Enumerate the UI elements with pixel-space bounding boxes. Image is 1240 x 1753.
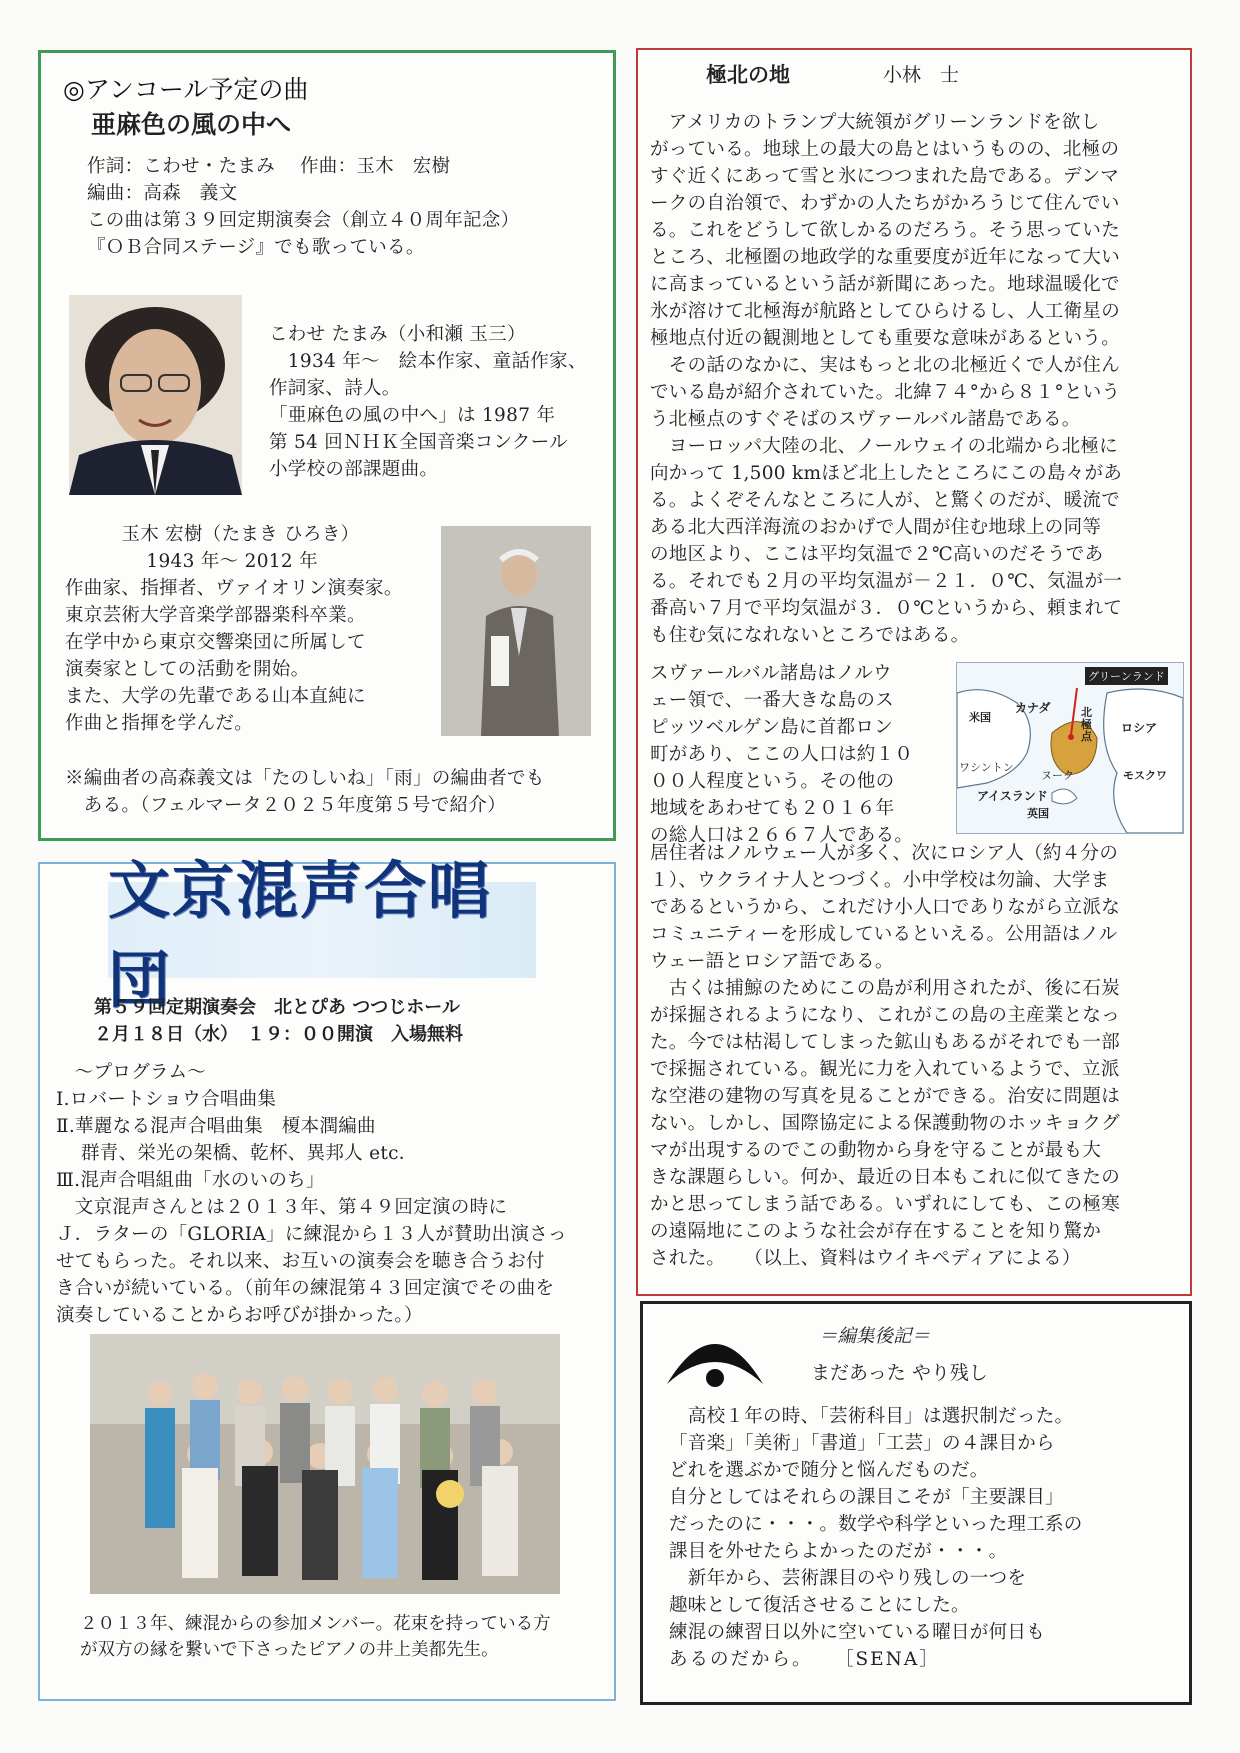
text-line: どれを選ぶかで随分と悩んだものだ。	[669, 1460, 989, 1481]
text-line: でいる島が紹介されていた。北緯７４°から８１°という	[650, 382, 1121, 403]
program-line: ～プログラム～	[56, 1062, 207, 1083]
note-line: ある。（フェルマータ２０２５年度第５号で紹介）	[65, 795, 507, 816]
bio-line: 在学中から東京交響楽団に所属して	[65, 632, 366, 653]
text-line: の地区より、ここは平均気温で２℃高いのだそうであ	[650, 544, 1104, 565]
article-body-part1	[650, 109, 1122, 649]
text-line: 居住者はノルウェー人が多く、次にロシア人（約４分の	[650, 843, 1119, 864]
group-photo	[90, 1334, 560, 1594]
text-line: 極地点付近の観測地としても重要な意味があるという。	[650, 328, 1121, 349]
map-label-washington: ワシントン	[959, 761, 1014, 774]
bio-line: 1943 年～ 2012 年	[65, 551, 318, 572]
text-line: 氷が溶けて北極海が航路としてひらけるし、人工衛星の	[650, 301, 1121, 322]
text-line: 自分としてはそれらの課目こそが「主要課目」	[669, 1487, 1064, 1508]
bio-line: 小学校の部課題曲。	[269, 459, 439, 480]
article-author: 小林 士	[883, 64, 960, 86]
text-line: た。今では枯渇してしまった鉱山もあるがそれでも一部	[650, 1032, 1121, 1053]
notes-heading: ＝編集後記＝	[819, 1326, 931, 1347]
text-line: る。これをどうして欲しかるのだろう。そう思っていた	[650, 220, 1121, 241]
concert-program	[56, 1059, 567, 1329]
text-line: ヨーロッパ大陸の北、ノールウェイの北端から北極に	[650, 436, 1118, 457]
text-line: 課目を外せたらよかったのだが・・・。	[669, 1541, 1008, 1562]
text-line: がっている。地球上の最大の島とはいうものの、北極の	[650, 139, 1120, 160]
text-line: かと思ってしまう話である。いずれにしても、この極寒	[650, 1194, 1121, 1215]
text-line: ００人程度という。その他の	[650, 771, 895, 792]
program-line: 文京混声さんとは２０１３年、第４９回定演の時に	[56, 1197, 508, 1218]
tamaki-portrait-photo	[441, 526, 591, 736]
text-line: であるというから、これだけ小人口でありながら立派な	[650, 897, 1121, 918]
text-line: 地域をあわせても２０１６年	[650, 798, 895, 819]
kowase-biography	[269, 321, 587, 483]
song-credits	[87, 153, 519, 261]
far-north-article	[636, 48, 1192, 1296]
encore-section	[38, 50, 616, 841]
map-label-nuuk: ヌーク	[1041, 769, 1074, 782]
text-line: の遠隔地にこのような社会が存在することを知り驚か	[650, 1221, 1102, 1242]
bio-line: 「亜麻色の風の中へ」は 1987 年	[269, 405, 556, 426]
program-line: 群青、栄光の架橋、乾杯、異邦人 etc．	[56, 1143, 418, 1164]
map-label-russia: ロシア	[1121, 721, 1158, 735]
map-label-canada: カナダ	[1015, 701, 1051, 715]
text-line: 町があり、ここの人口は約１０	[650, 744, 914, 765]
caption-line: が双方の縁を繋いで下さったピアノの井上美都先生。	[80, 1640, 499, 1660]
text-line-signature: あるのだから。 ［SENA］	[669, 1649, 940, 1670]
note-line: ※編曲者の高森義文は「たのしいね」「雨」の編曲者でも	[65, 768, 545, 789]
text-line: に高まっているという話が新聞にあった。地球温暖化で	[650, 274, 1120, 295]
bio-line: 作曲と指揮を学んだ。	[65, 713, 254, 734]
bio-line: こわせ たまみ（小和瀬 玉三）	[269, 324, 526, 345]
choir-concert-section	[38, 854, 616, 1701]
text-line: で採掘されている。観光に力を入れているようで、立派	[650, 1059, 1120, 1080]
bio-line: また、大学の先輩である山本直純に	[65, 686, 366, 707]
program-line: き合いが続いている。（前年の練混第４３回定演でその曲を	[56, 1278, 555, 1299]
text-line: 古くは捕鯨のためにこの島が利用されたが、後に石炭	[650, 978, 1121, 999]
bio-line: 第 54 回ＮＨＫ全国音楽コンクール	[269, 432, 568, 453]
text-line: る。それでも２月の平均気温が－２１．０℃、気温が一	[650, 571, 1123, 592]
map-label-usa: 米国	[969, 711, 991, 724]
program-line: せてもらった。それ以来、お互いの演奏会を聴き合うお付	[56, 1251, 545, 1272]
text-line: マが出現するのでこの動物から身を守ることが最も大	[650, 1140, 1102, 1161]
text-line: 「音楽」「美術」「書道」「工芸」の４課目から	[669, 1433, 1055, 1454]
notes-subtitle: まだあった やり残し	[811, 1362, 988, 1384]
caption-line: ２０１３年、練混からの参加メンバー。花束を持っている方	[80, 1614, 551, 1634]
text-line: の総人口は２６６７人である。	[650, 825, 914, 846]
article-body-part3	[650, 840, 1120, 1272]
text-line: ウェー語とロシア語である。	[650, 951, 894, 972]
text-line: きな課題らしい。何か、最近の日本もこれに似てきたの	[650, 1167, 1121, 1188]
text-line: １）、ウクライナ人とつづく。小中学校は勿論、大学ま	[650, 870, 1110, 891]
text-line: 練混の練習日以外に空いている曜日が何日も	[669, 1622, 1046, 1643]
kowase-portrait-photo	[69, 295, 242, 495]
text-line: スヴァールバル諸島はノルウ	[650, 663, 892, 684]
concert-date: ２月１８日（水） １９：００開演 入場無料	[94, 1024, 463, 1045]
credit-line: 作詞：こわせ・たまみ 作曲：玉木 宏樹	[87, 156, 451, 177]
text-line: ェー領で、一番大きな島のス	[650, 690, 895, 711]
text-line: ークの自治領で、わずかの人たちがかろうじて住んでい	[650, 193, 1120, 214]
text-line: る。よくぞそんなところに人が、と驚くのだが、暖流で	[650, 490, 1121, 511]
tamaki-biography	[65, 521, 403, 737]
bio-line: 作詞家、詩人。	[269, 378, 401, 399]
bio-line: 1934 年～ 絵本作家、童話作家、	[269, 351, 587, 372]
text-line: アメリカのトランプ大統領がグリーンランドを欲し	[650, 112, 1100, 133]
concert-title: 第５９回定期演奏会 北とぴあ つつじホール	[94, 997, 460, 1018]
text-line: 新年から、芸術課目のやり残しの一つを	[669, 1568, 1027, 1589]
map-label-moscow: モスクワ	[1123, 769, 1167, 782]
text-line: コミュニティーを形成しているといえる。公用語はノル	[650, 924, 1118, 945]
credit-line: 編曲：高森 義文	[87, 183, 238, 204]
bio-line: 東京芸術大学音楽学部器楽科卒業。	[65, 605, 366, 626]
program-line: Ⅰ.ロバートショウ合唱曲集	[56, 1089, 277, 1110]
text-line: だったのに・・・。数学や科学といった理工系の	[669, 1514, 1083, 1535]
notes-body	[669, 1403, 1083, 1673]
song-title: 亜麻色の風の中へ	[91, 110, 292, 139]
editors-notes-section	[640, 1301, 1192, 1705]
map-label-uk: 英国	[1027, 807, 1049, 820]
article-body-part2	[650, 660, 913, 849]
program-line: Ｊ．ラターの「GLORIA」に練混から１３人が賛助出演さっ	[56, 1224, 567, 1245]
text-line: 番高い７月で平均気温が３．０℃というから、頼まれて	[650, 598, 1123, 619]
bio-line: 作曲家、指揮者、ヴァイオリン演奏家。	[65, 578, 403, 599]
text-line: された。 （以上、資料はウイキペディアによる）	[650, 1248, 1081, 1269]
text-line: ある北大西洋海流のおかげで人間が住む地球上の同等	[650, 517, 1102, 538]
article-title: 極北の地	[706, 63, 790, 87]
encore-heading: ◎アンコール予定の曲	[63, 75, 309, 104]
map-label-iceland: アイスランド	[977, 789, 1048, 803]
bio-line: 玉木 宏樹（たまき ひろき）	[65, 524, 360, 545]
program-line: 演奏していることからお呼びが掛かった。）	[56, 1305, 423, 1326]
arranger-note	[65, 765, 545, 819]
text-line: ピッツベルゲン島に首都ロン	[650, 717, 893, 738]
program-line: Ⅲ.混声合唱組曲「水のいのち」	[56, 1170, 325, 1191]
text-line: その話のなかに、実はもっと北の北極近くで人が住ん	[650, 355, 1121, 376]
text-line: 向かって 1,500 kmほど北上したところにこの島々があ	[650, 463, 1123, 484]
text-line: も住む気になれないところではある。	[650, 625, 970, 646]
program-line: Ⅱ.華麗なる混声合唱曲集 榎本潤編曲	[56, 1116, 376, 1137]
fermata-icon	[665, 1322, 765, 1392]
bio-line: 演奏家としての活動を開始。	[65, 659, 310, 680]
choir-logo-text: 文京混声合唱団	[108, 854, 493, 1016]
map-label-greenland: グリーンランド	[1085, 667, 1168, 685]
text-line: な空港の建物の写真を見ることができる。治安に問題は	[650, 1086, 1121, 1107]
text-line: ところ、北極圏の地政学的な重要度が近年になって大い	[650, 247, 1121, 268]
credit-line: 『ＯＢ合同ステージ』でも歌っている。	[87, 237, 425, 258]
text-line: ない。しかし、国際協定による保護動物のホッキョクグ	[650, 1113, 1121, 1134]
map-label-pole: 北極点	[1081, 706, 1092, 743]
text-line: 趣味として復活させることにした。	[669, 1595, 970, 1616]
photo-caption	[80, 1611, 551, 1663]
credit-line: この曲は第３９回定期演奏会（創立４０周年記念）	[87, 210, 520, 231]
text-line: う北極点のすぐそばのスヴァールバル諸島である。	[650, 409, 1081, 430]
svalbard-map	[956, 662, 1184, 834]
text-line: が採掘されるようになり、これがこの島の主産業となっ	[650, 1005, 1121, 1026]
text-line: すぐ近くにあって雪と氷につつまれた島である。デンマ	[650, 166, 1120, 187]
text-line: 高校１年の時、「芸術科目」は選択制だった。	[669, 1406, 1074, 1427]
